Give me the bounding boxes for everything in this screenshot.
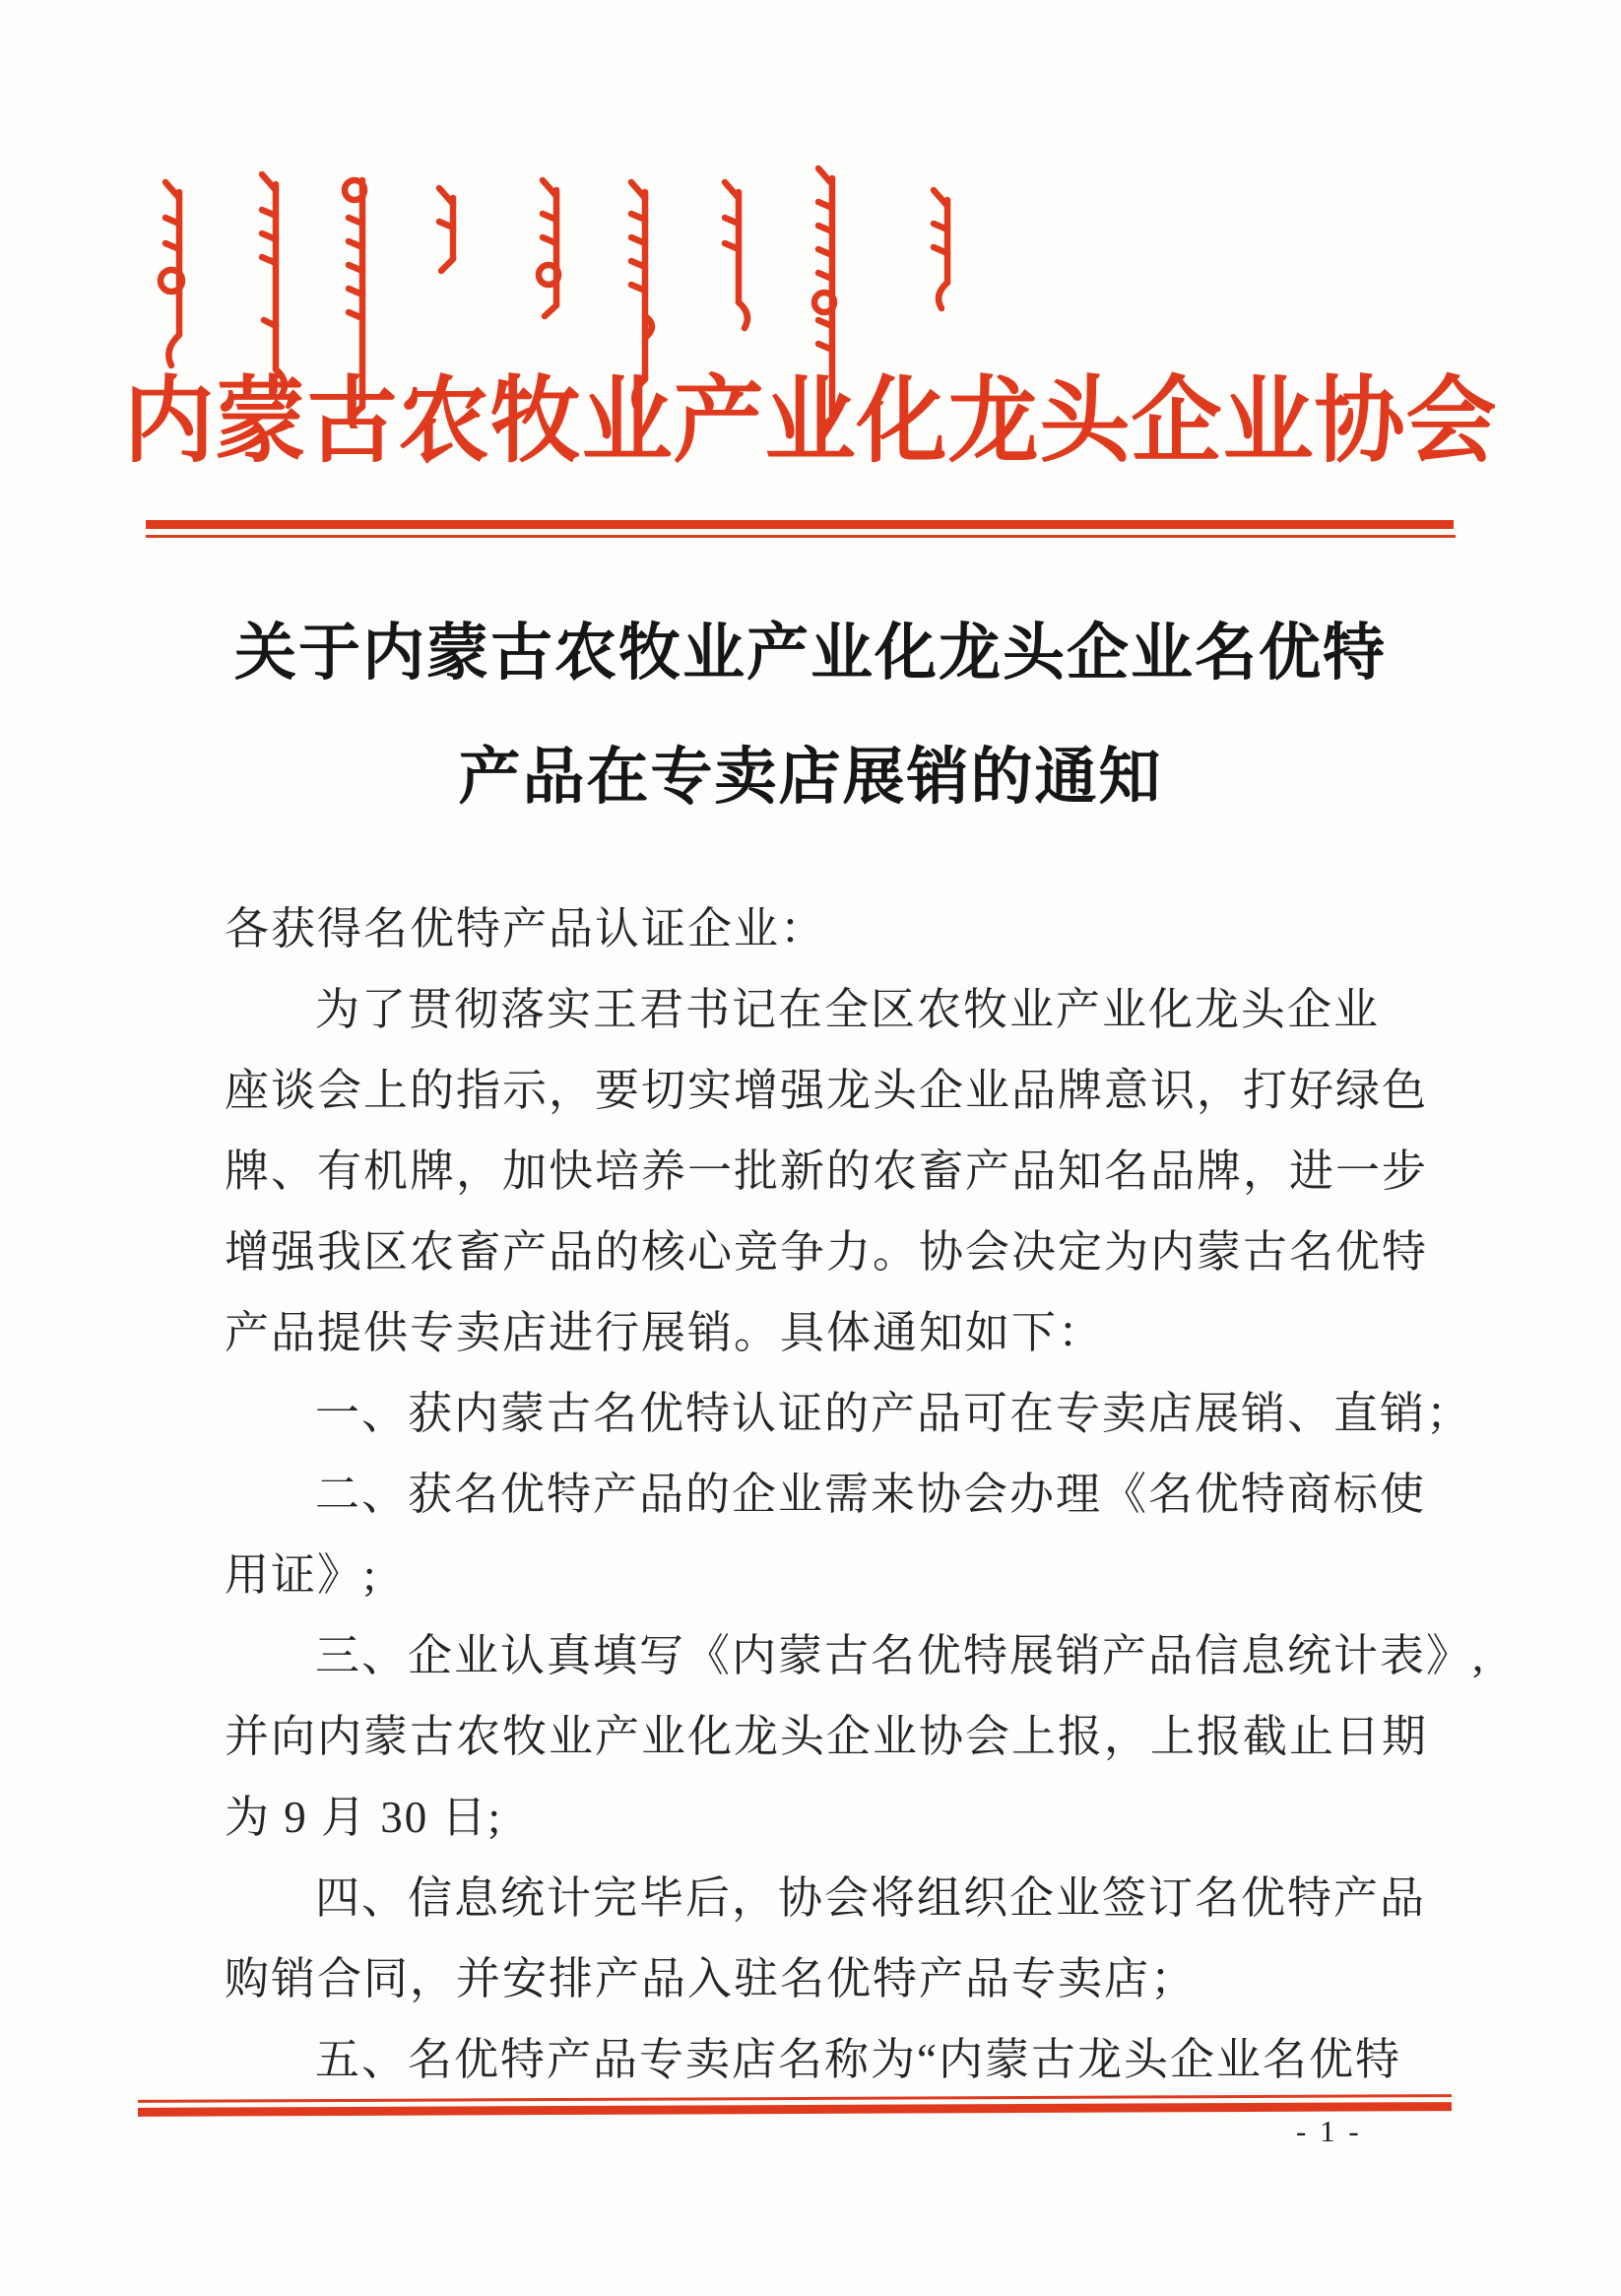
body-line: 四、信息统计完毕后，协会将组织企业签订名优特产品 bbox=[315, 1873, 1427, 1923]
mongolian-word bbox=[439, 188, 453, 271]
body-line: 为了贯彻落实王君书记在全区农牧业产业化龙头企业 bbox=[315, 985, 1381, 1034]
mongolian-word bbox=[262, 174, 285, 395]
body-line: 一、获内蒙古名优特认证的产品可在专卖店展销、直销； bbox=[315, 1389, 1473, 1438]
body-line: 牌、有机牌，加快培养一批新的农畜产品知名品牌，进一步 bbox=[225, 1147, 1429, 1196]
document-body bbox=[225, 888, 1486, 2100]
body-line: 三、企业认真填写《内蒙古名优特展销产品信息统计表》, bbox=[315, 1631, 1486, 1680]
mongolian-word bbox=[539, 180, 558, 316]
body-line: 购销合同，并安排产品入驻名优特产品专卖店； bbox=[225, 1954, 1198, 2003]
body-line: 为 9 月 30 日; bbox=[225, 1793, 503, 1842]
body-line: 五、名优特产品专卖店名称为“内蒙古龙头企业名优特 bbox=[315, 2035, 1401, 2084]
body-line: 座谈会上的指示，要切实增强龙头企业品牌意识，打好绿色 bbox=[225, 1066, 1429, 1115]
letterhead-rule-thick bbox=[146, 520, 1454, 529]
footer-rule-thick bbox=[138, 2102, 1452, 2117]
document-title-line1: 关于内蒙古农牧业产业化龙头企业名优特 bbox=[234, 619, 1387, 688]
salutation: 各获得名优特产品认证企业： bbox=[225, 904, 827, 953]
mongolian-word bbox=[934, 190, 947, 308]
page-number: - 1 - bbox=[1296, 2114, 1362, 2148]
body-line: 二、获名优特产品的企业需来协会办理《名优特商标使 bbox=[315, 1470, 1427, 1519]
body-line: 产品提供专卖店进行展销。具体通知如下： bbox=[225, 1308, 1105, 1357]
letterhead-rule-thin bbox=[146, 535, 1456, 538]
letterhead-org-name: 内蒙古农牧业产业化龙头企业协会 bbox=[123, 368, 1498, 475]
mongolian-word bbox=[725, 182, 747, 328]
body-line: 增强我区农畜产品的核心竞争力。协会决定为内蒙古名优特 bbox=[225, 1227, 1429, 1277]
body-line: 用证》; bbox=[225, 1550, 378, 1600]
mongolian-word bbox=[161, 182, 182, 365]
document-title-line2: 产品在专卖店展销的通知 bbox=[458, 743, 1163, 812]
body-line: 并向内蒙古农牧业产业化龙头企业协会上报，上报截止日期 bbox=[225, 1712, 1429, 1761]
